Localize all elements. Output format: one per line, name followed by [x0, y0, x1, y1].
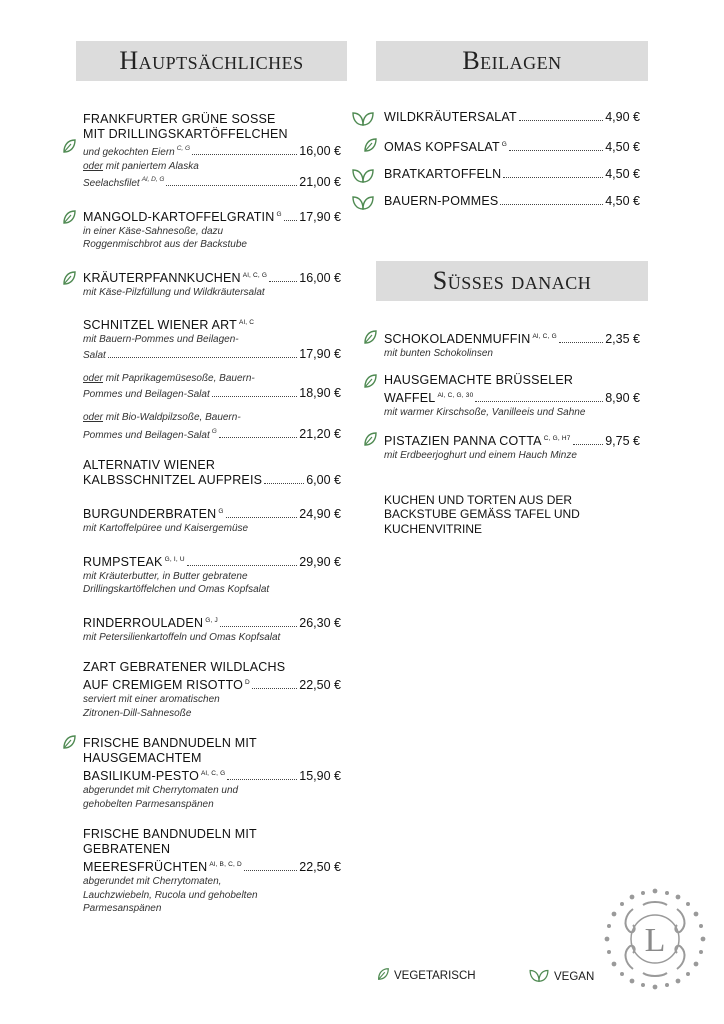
dish-option-price: 21,00 €: [299, 175, 341, 189]
vegetarian-leaf-icon: [362, 373, 378, 389]
dish-description: mit Petersilienkartoffeln und Omas Kopfsalat: [83, 631, 281, 643]
side-price: 4,50 €: [605, 140, 640, 154]
side-name: WILDKRÄUTERSALAT: [384, 110, 517, 124]
dessert-name: PISTAZIEN PANNA COTTA $^{C, G, H7}$: [384, 434, 571, 448]
dish-option-price: 18,90 €: [299, 385, 341, 400]
dessert-description: mit bunten Schokolinsen: [384, 348, 493, 359]
menu-item: ZART GEBRATENER WILDLACHS AUF CREMIGEM RISOTTO $^D$ 22,50 € serviert mit einer aromatischen Zitronen-Dill-Sahnesoße: [83, 660, 341, 719]
menu-item: FRANKFURTER GRÜNE SOSSE MIT DRILLINGSKARTÖFFELCHEN und gekochten Eiern $^{C, G}$ 16,00 € oder mit paniertem Alaska Seelachsfilet $^{Al, D, G}$ 21,00 €: [83, 112, 341, 191]
vegetarian-leaf-icon: [61, 734, 77, 750]
dish-description: mit Bauern-Pommes und Beilagen-: [83, 334, 239, 345]
legend-vegetarian: [376, 967, 476, 984]
dish-description: in einer Käse-Sahnesoße, dazu: [83, 225, 224, 237]
side-item: [384, 167, 640, 182]
side-price: 4,50 €: [605, 194, 640, 208]
vegan-leaf-icon: [352, 193, 368, 209]
menu-item: RUMPSTEAK $^{G, I, U}$ 29,90 € mit Kräuterbutter, in Butter gebratene Drillingskartöffelchen und Omas Kopfsalat: [83, 552, 341, 597]
vegetarian-leaf-icon: [376, 967, 390, 984]
side-name: OMAS KOPFSALAT $^G$: [384, 140, 508, 154]
dish-price: 17,90 €: [299, 346, 341, 361]
legend-label: VEGAN: [554, 970, 595, 983]
cake-note: KUCHEN UND TORTEN AUS DER BACKSTUBE GEMÄSS TAFEL UND KUCHENVITRINE: [384, 492, 580, 536]
section-title-sides: Beilagen: [376, 41, 648, 81]
dish-price: 22,50 €: [299, 678, 341, 692]
side-name: BAUERN-POMMES: [384, 194, 499, 208]
dish-price: 22,50 €: [299, 860, 341, 874]
side-item: [384, 137, 640, 155]
dish-name: BURGUNDERBRATEN $^G$: [83, 507, 224, 521]
menu-item: [83, 613, 341, 645]
dish-name: RINDERROULADEN $^{G, J}$: [83, 615, 218, 630]
dessert-name: SCHOKOLADENMUFFIN $^{Al, C, G}$: [384, 332, 557, 346]
menu-item: FRISCHE BANDNUDELN MIT GEBRATENEN MEERESFRÜCHTEN $^{Al, B, C, D}$ 22,50 € abgerundet mit Cherrytomaten, Lauchzwiebeln, Rucola und gehobelten Parmesanspänen: [83, 827, 341, 914]
menu-item: ALTERNATIV WIENER KALBSSCHNITZEL AUFPREIS 6,00 €: [83, 458, 341, 487]
dish-name: FRISCHE BANDNUDELN MIT: [83, 736, 257, 750]
menu-item: SCHNITZEL WIENER ART $^{Al, C}$ mit Bauern-Pommes und Beilagen- Salat 17,90 € oder mit Paprikagemüsesoße, Bauern- Pommes und Beilagen-Salat 18,90 € oder mit Bio-Waldpilzsoße, Bauern- Pommes und Beilagen-Salat $^G$ 21,20 €: [83, 315, 341, 442]
dish-description: abgerundet mit Cherrytomaten und: [83, 785, 239, 796]
dish-description: serviert mit einer aromatischen: [83, 694, 220, 705]
side-item: [384, 110, 640, 125]
logo-letter: L: [644, 922, 666, 959]
menu-item: [83, 504, 341, 536]
dish-name: SCHNITZEL WIENER ART $^{Al, C}$: [83, 318, 255, 332]
vegan-leaf-icon: [352, 166, 368, 182]
section-title-main: Hauptsächliches: [76, 41, 347, 81]
dish-price: 29,90 €: [299, 554, 341, 569]
vegetarian-leaf-icon: [362, 329, 378, 345]
dish-price: 26,30 €: [299, 615, 341, 630]
dish-price: 16,00 €: [299, 144, 341, 158]
dessert-item: [384, 431, 640, 463]
vegetarian-leaf-icon: [61, 209, 77, 225]
dessert-list: [384, 329, 640, 536]
side-price: 4,90 €: [605, 110, 640, 124]
dessert-item: HAUSGEMACHTE BRÜSSELER WAFFEL $^{Al, C, G, 30}$ 8,90 € mit warmer Kirschsoße, Vanilleeis und Sahne: [384, 373, 640, 420]
dish-price: 6,00 €: [306, 473, 341, 487]
dish-description: abgerundet mit Cherrytomaten,: [83, 876, 222, 887]
dish-description: mit Kartoffelpüree und Kaisergemüse: [83, 523, 249, 534]
dish-name: ZART GEBRATENER WILDLACHS: [83, 660, 286, 674]
side-item: [384, 194, 640, 209]
sides-list: [384, 110, 640, 221]
dish-price: 24,90 €: [299, 507, 341, 521]
legend-label: VEGETARISCH: [394, 969, 476, 982]
dish-description: mit Kräuterbutter, in Butter gebratene: [83, 570, 248, 582]
dish-option: oder mit Paprikagemüsesoße, Bauern-: [83, 373, 255, 384]
menu-item: FRISCHE BANDNUDELN MIT HAUSGEMACHTEM BASILIKUM-PESTO $^{Al, C, G}$ 15,90 € abgerundet mit Cherrytomaten und gehobelten Parmesanspänen: [83, 736, 341, 811]
dessert-price: 2,35 €: [605, 332, 640, 346]
dessert-description: mit Erdbeerjoghurt und einem Hauch Minze: [384, 450, 577, 461]
dish-name: KRÄUTERPFANNKUCHEN $^{Al, C, G}$: [83, 270, 268, 285]
section-title-dessert: Süsses danach: [376, 261, 648, 301]
dessert-price: 9,75 €: [605, 434, 640, 448]
dish-name: FRISCHE BANDNUDELN MIT: [83, 827, 257, 841]
dish-name-line2: MIT DRILLINGSKARTÖFFELCHEN: [83, 127, 288, 141]
vegetarian-leaf-icon: [61, 270, 77, 286]
dish-description: mit Käse-Pilzfüllung und Wildkräutersalat: [83, 286, 265, 298]
dish-price: 16,00 €: [299, 270, 341, 285]
dessert-description: mit warmer Kirschsoße, Vanilleeis und Sahne: [384, 406, 586, 418]
legend-vegan: [528, 967, 594, 986]
side-price: 4,50 €: [605, 167, 640, 181]
dish-description: und gekochten Eiern $^{C, G}$: [83, 145, 191, 158]
menu-item: MANGOLD-KARTOFFELGRATIN $^G$ 17,90 € in einer Käse-Sahnesoße, dazu Roggenmischbrot aus der Backstube: [83, 207, 341, 252]
vegetarian-leaf-icon: [362, 431, 378, 447]
dish-name: RUMPSTEAK $^{G, I, U}$: [83, 554, 185, 569]
dish-name: FRANKFURTER GRÜNE SOSSE: [83, 112, 276, 126]
dessert-name: HAUSGEMACHTE BRÜSSELER: [384, 372, 574, 387]
vegetarian-leaf-icon: [61, 138, 77, 154]
dish-option-price: 21,20 €: [299, 426, 341, 441]
vegan-leaf-icon: [528, 967, 550, 986]
menu-item: [83, 268, 341, 300]
dessert-item: [384, 329, 640, 361]
dish-price: 17,90 €: [299, 209, 341, 224]
vegetarian-leaf-icon: [362, 137, 378, 153]
dessert-price: 8,90 €: [605, 390, 640, 405]
vegan-leaf-icon: [352, 109, 368, 125]
dish-price: 15,90 €: [299, 769, 341, 783]
main-dishes-list: [83, 112, 341, 932]
dish-name: MANGOLD-KARTOFFELGRATIN $^G$: [83, 209, 282, 224]
restaurant-logo: [603, 887, 707, 991]
side-name: BRATKARTOFFELN: [384, 167, 502, 181]
dish-option: oder mit Bio-Waldpilzsoße, Bauern-: [83, 412, 241, 423]
dish-option: oder mit paniertem Alaska: [83, 160, 199, 172]
dish-name: ALTERNATIV WIENER: [83, 458, 216, 472]
